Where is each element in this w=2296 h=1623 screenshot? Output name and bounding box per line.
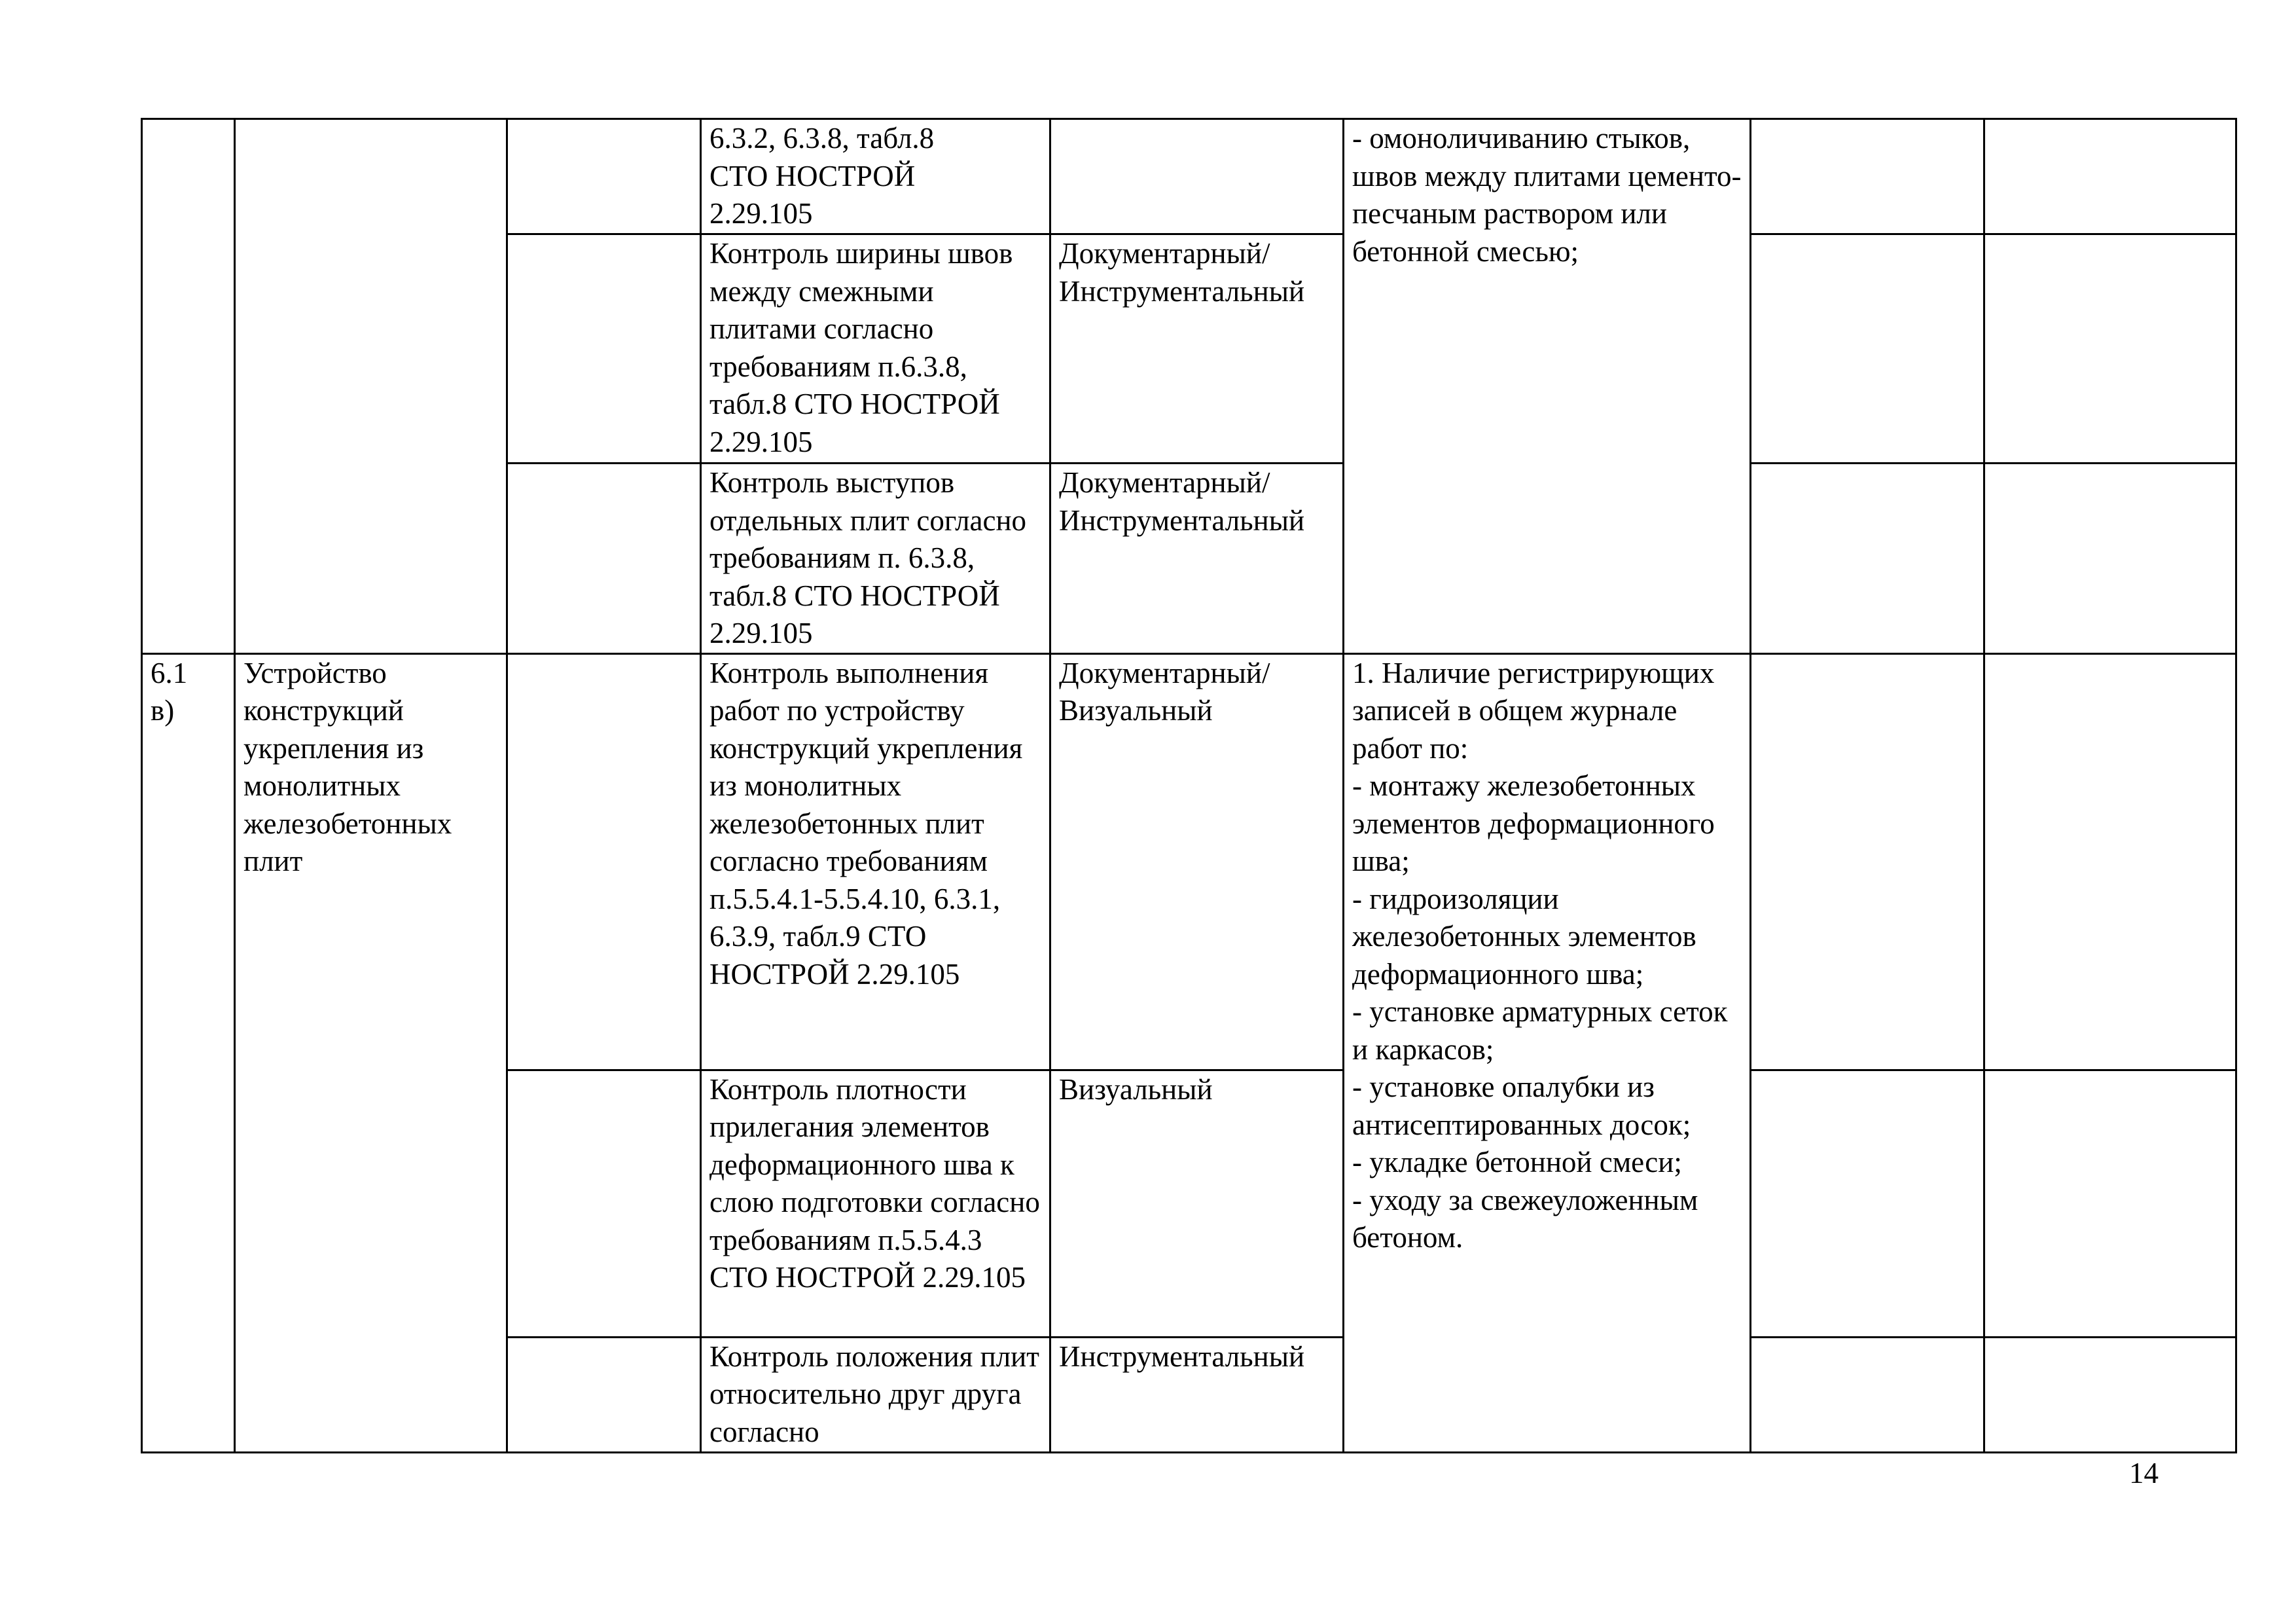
cell-method: Документарный/ Инструментальный	[1050, 234, 1344, 464]
cell-empty	[1751, 1070, 1984, 1337]
table-row	[142, 119, 2236, 234]
cell-method: Документарный/ Визуальный	[1050, 653, 1344, 1070]
cell-empty	[1984, 234, 2236, 464]
cell-empty	[1751, 234, 1984, 464]
cell-empty	[1984, 1337, 2236, 1452]
cell-control: Контроль выполнения работ по устройству конструкций укрепления из монолитных железобетонных плит согласно требованиям п.5.5.4.1-5.5.4.10, 6.3.1, 6.3.9, табл.9 СТО НОСТРОЙ 2.29.105	[701, 653, 1050, 1070]
cell-empty	[1984, 1070, 2236, 1337]
cell-number-empty	[142, 119, 235, 654]
cell-method: Документарный/ Инструментальный	[1050, 464, 1344, 654]
inspection-table	[141, 118, 2237, 1453]
cell-empty	[1751, 653, 1984, 1070]
cell-empty	[1751, 119, 1984, 234]
cell-empty	[507, 464, 701, 654]
cell-empty	[1751, 464, 1984, 654]
cell-control-document-ref: 6.3.2, 6.3.8, табл.8 СТО НОСТРОЙ 2.29.105	[701, 119, 1050, 234]
page-number: 14	[2129, 1457, 2159, 1489]
cell-empty	[1984, 464, 2236, 654]
cell-control: Контроль положения плит относительно друг друга согласно	[701, 1337, 1050, 1452]
cell-method	[1050, 119, 1344, 234]
cell-empty	[507, 1070, 701, 1337]
cell-empty	[1984, 653, 2236, 1070]
table-row	[142, 653, 2236, 1070]
cell-empty	[1751, 1337, 1984, 1452]
cell-empty	[507, 1337, 701, 1452]
cell-method: Инструментальный	[1050, 1337, 1344, 1452]
cell-records: 1. Наличие регистрирующих записей в общем журнале работ по: - монтажу железобетонных элементов деформационного шва; - гидроизоляции железобетонных элементов деформационного шва; - установке арматурных сеток и каркасов; - установке опалубки из антисептированных досок; - укладке бетонной смеси; - уходу за свежеуложенным бетоном.	[1344, 653, 1751, 1452]
cell-work-name: Устройство конструкций укрепления из монолитных железобетонных плит	[235, 653, 507, 1452]
cell-empty	[507, 653, 701, 1070]
cell-number: 6.1 в)	[142, 653, 235, 1452]
cell-method: Визуальный	[1050, 1070, 1344, 1337]
cell-control: Контроль выступов отдельных плит согласно требованиям п. 6.3.8, табл.8 СТО НОСТРОЙ 2.29.105	[701, 464, 1050, 654]
cell-empty	[507, 119, 701, 234]
cell-empty	[507, 234, 701, 464]
cell-work-name-empty	[235, 119, 507, 654]
cell-control: Контроль плотности прилегания элементов деформационного шва к слою подготовки согласно требованиям п.5.5.4.3 СТО НОСТРОЙ 2.29.105	[701, 1070, 1050, 1337]
cell-control: Контроль ширины швов между смежными плитами согласно требованиям п.6.3.8, табл.8 СТО НОСТРОЙ 2.29.105	[701, 234, 1050, 464]
cell-empty	[1984, 119, 2236, 234]
cell-records: - омоноличиванию стыков, швов между плитами цементо-песчаным раствором или бетонной смесью;	[1344, 119, 1751, 654]
